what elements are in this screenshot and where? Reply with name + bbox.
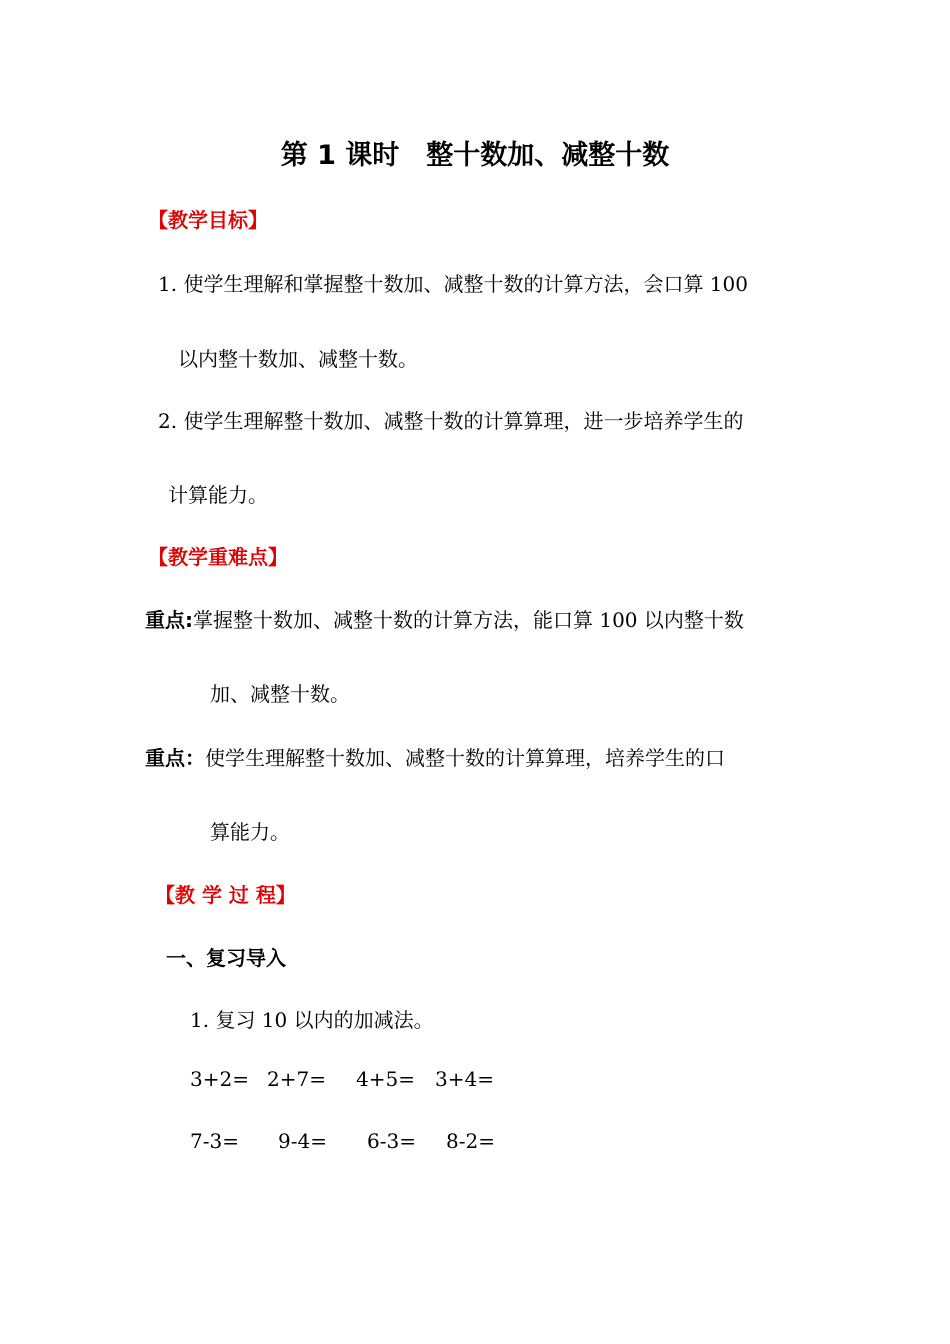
- heading-label: 教学目标: [168, 208, 248, 232]
- exercise-3: 4+5=: [356, 1067, 415, 1091]
- exercise-8: 8-2=: [446, 1129, 495, 1153]
- bracket-close: 】: [275, 883, 296, 907]
- goal-2-line2: 计算能力。: [168, 483, 268, 507]
- keypoint-1-line1: [145, 604, 744, 633]
- heading-label: 教学重难点: [168, 545, 268, 569]
- bracket-open: 【: [155, 883, 175, 907]
- page-title: 第 1 课时 整十数加、减整十数: [280, 140, 670, 171]
- bracket-open: 【: [148, 208, 168, 232]
- bracket-open: 【: [148, 545, 168, 569]
- exercise-7: 6-3=: [367, 1129, 416, 1153]
- exercise-4: 3+4=: [435, 1067, 494, 1091]
- keypoint-text: 掌握整十数加、减整十数的计算方法，能口算 100 以内整十数: [193, 608, 744, 632]
- section-heading-keypoints: [148, 541, 288, 570]
- exercise-5: 7-3=: [190, 1129, 239, 1153]
- goal-1-line1: 1. 使学生理解和掌握整十数加、减整十数的计算方法，会口算 100: [158, 272, 748, 296]
- keypoint-tag: 重点:: [145, 608, 193, 632]
- subsection-review: 一、复习导入: [166, 946, 286, 970]
- review-step-1: 1. 复习 10 以内的加减法。: [190, 1008, 434, 1032]
- section-heading-goals: [148, 204, 268, 233]
- keypoint-tag: 重点：: [145, 746, 205, 770]
- exercise-6: 9-4=: [278, 1129, 327, 1153]
- heading-label: 教 学 过 程: [175, 883, 276, 907]
- keypoint-2-line1: [145, 742, 725, 771]
- bracket-close: 】: [248, 208, 268, 232]
- exercise-2: 2+7=: [267, 1067, 326, 1091]
- goal-1-line2: 以内整十数加、减整十数。: [178, 347, 418, 371]
- keypoint-text: 使学生理解整十数加、减整十数的计算算理，培养学生的口: [205, 746, 725, 770]
- keypoint-2-line2: 算能力。: [210, 820, 290, 844]
- bracket-close: 】: [268, 545, 288, 569]
- goal-2-line1: 2. 使学生理解整十数加、减整十数的计算算理，进一步培养学生的: [158, 409, 744, 433]
- keypoint-1-line2: 加、减整十数。: [210, 682, 350, 706]
- exercise-1: 3+2=: [190, 1067, 249, 1091]
- section-heading-process: [155, 879, 296, 908]
